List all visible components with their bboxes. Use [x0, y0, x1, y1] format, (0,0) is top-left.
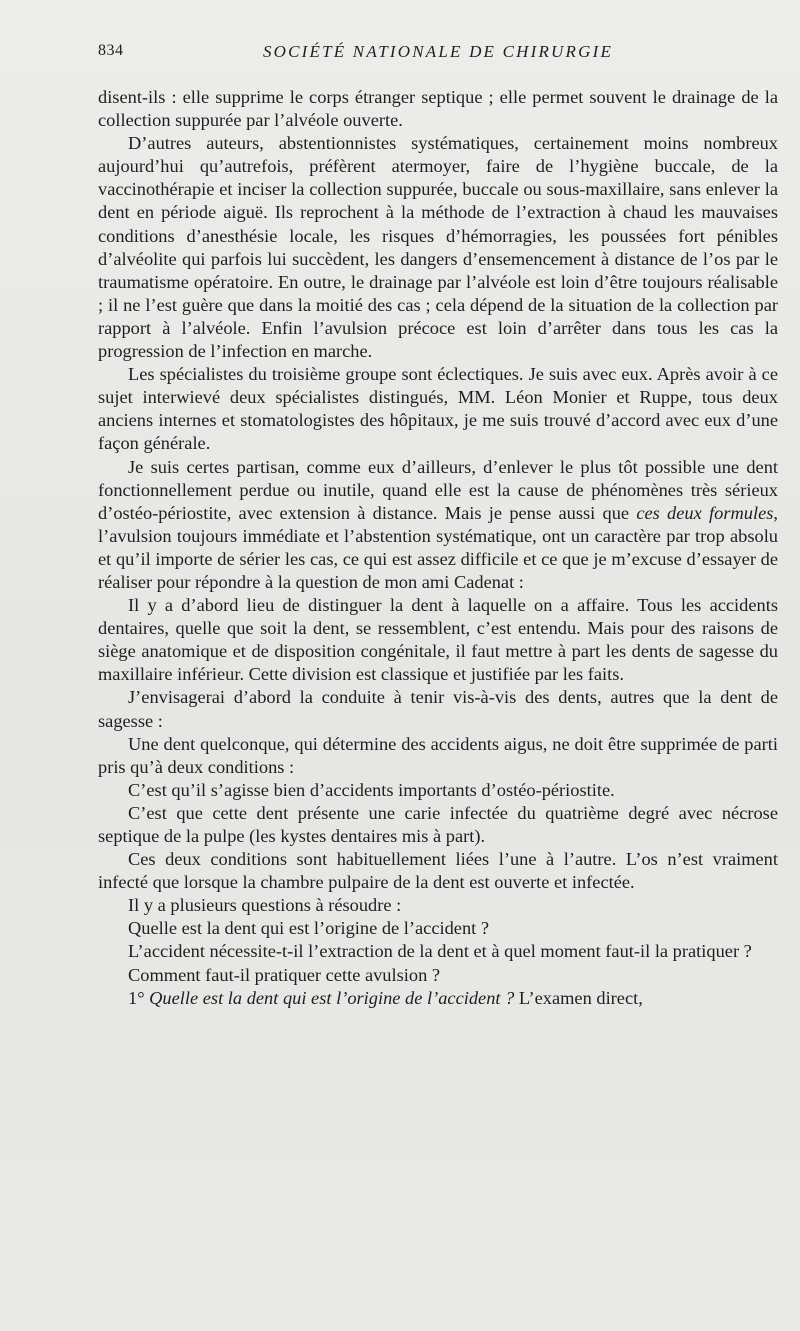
paragraph-15-text-before: 1°: [128, 987, 150, 1008]
page-header: [98, 42, 778, 66]
paragraph-5: Il y a d’abord lieu de distinguer la dent à laquelle on a affaire. Tous les accidents dentaires, quelle que soit la dent, se ressemblent, c’est entendu. Mais pour des raisons de siège anatomique et de disposition congénitale, il faut mettre à part les dents de sagesse du maxillaire inférieur. Cette division est classique et justifiée par les faits.: [98, 595, 778, 685]
paragraph-15-text-after: L’examen direct,: [514, 987, 643, 1008]
paragraph-7: Une dent quelconque, qui détermine des accidents aigus, ne doit être supprimée de parti pris qu’à deux conditions :: [98, 733, 778, 777]
paragraph-4-text-after: , l’avulsion toujours immédiate et l’abstention systématique, ont un caractère par trop absolu et qu’il importe de sérier les cas, ce qui est assez difficile et ce que je m’excuse d’essayer de réaliser pour répondre à la question de mon ami Cadenat :: [98, 502, 779, 592]
paragraph-3: Les spécialistes du troisième groupe sont éclectiques. Je suis avec eux. Après avoir à ce sujet interwievé deux spécialistes distingués, MM. Léon Monier et Ruppe, tous deux anciens internes et stomatologistes des hôpitaux, je me suis trouvé d’accord avec eux d’une façon générale.: [98, 364, 778, 454]
paragraph-15-emphasis: Quelle est la dent qui est l’origine de l’accident ?: [149, 987, 515, 1008]
running-title: SOCIÉTÉ NATIONALE DE CHIRURGIE: [262, 42, 614, 61]
paragraph-15: [98, 987, 778, 1010]
page-number: 834: [98, 42, 124, 59]
body-text: [98, 86, 778, 1010]
paragraph-4: [98, 456, 778, 595]
paragraph-14: Comment faut-il pratiquer cette avulsion ?: [128, 964, 441, 985]
paragraph-10: Ces deux conditions sont habituellement liées l’une à l’autre. L’os n’est vraiment infecté que lorsque la chambre pulpaire de la dent est ouverte et infectée.: [98, 849, 778, 893]
paragraph-8: C’est qu’il s’agisse bien d’accidents importants d’ostéo-périostite.: [128, 779, 615, 800]
paragraph-6: J’envisagerai d’abord la conduite à tenir vis-à-vis des dents, autres que la dent de sagesse :: [98, 687, 778, 731]
paragraph-1: disent-ils : elle supprime le corps étranger septique ; elle permet souvent le drainage de la collection suppurée par l’alvéole ouverte.: [98, 87, 778, 131]
paragraph-9: C’est que cette dent présente une carie infectée du quatrième degré avec nécrose septique de la pulpe (les kystes dentaires mis à part).: [98, 802, 778, 846]
paragraph-4-emphasis: ces deux formules: [636, 502, 774, 523]
paragraph-12: Quelle est la dent qui est l’origine de l’accident ?: [128, 918, 490, 939]
paragraph-2: D’autres auteurs, abstentionnistes systématiques, certainement moins nombreux aujourd’hui qu’autrefois, préfèrent atermoyer, faire de l’hygiène buccale, de la vaccinothérapie et inciser la collection suppurée, buccale ou sous-maxillaire, sans enlever la dent en période aiguë. Ils reprochent à la méthode de l’extraction à chaud les mauvaises conditions d’anesthésie locale, les risques d’hémorragies, les poussées fort pénibles d’alvéolite qui parfois lui succèdent, les dangers d’ensemencement à distance de l’os par le traumatisme opératoire. En outre, le drainage par l’alvéole est loin d’être toujours réalisable ; il ne l’est guère que dans la moitié des cas ; cela dépend de la situation de la collection par rapport à l’alvéole. Enfin l’avulsion précoce est loin d’arrêter dans tous les cas la progression de l’infection en marche.: [98, 133, 778, 362]
paragraph-13: L’accident nécessite-t-il l’extraction de la dent et à quel moment faut-il la pratiquer ?: [128, 941, 752, 962]
paragraph-11: Il y a plusieurs questions à résoudre :: [128, 895, 402, 916]
paragraph-4-text-before: Je suis certes partisan, comme eux d’ailleurs, d’enlever le plus tôt possible une dent fonctionnellement perdue ou inutile, quand elle est la cause de phénomènes très sérieux d’ostéo-périostite, avec extension à distance. Mais je pense aussi que: [98, 456, 778, 523]
